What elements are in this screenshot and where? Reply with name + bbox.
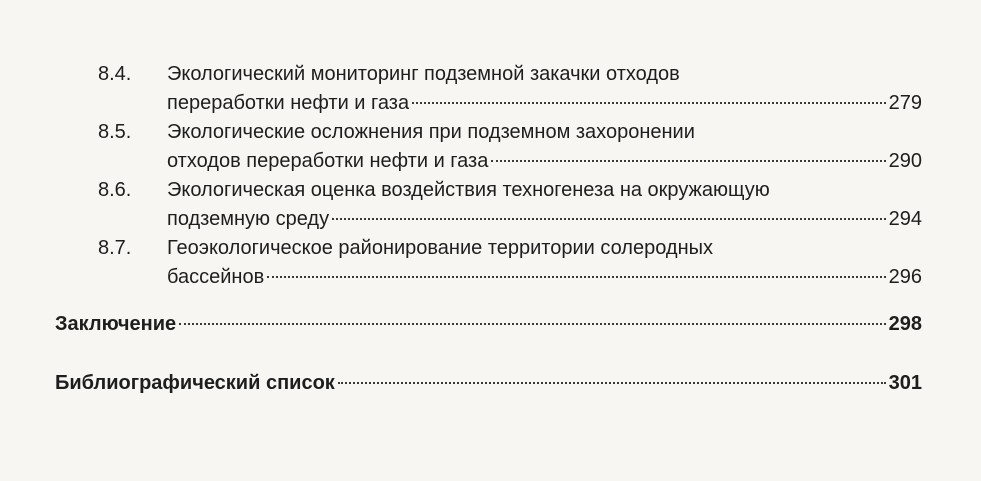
entry-title-line2-row (167, 263, 922, 292)
page-number: 279 (888, 92, 922, 114)
toc-entry-8-6 (98, 176, 922, 234)
page-number: 301 (888, 372, 922, 394)
entry-title-line2-row (167, 89, 922, 118)
dot-leader (267, 276, 885, 278)
entry-title-line1: Экологический мониторинг подземной закачки отходов (167, 63, 680, 85)
entry-title: Заключение (55, 313, 177, 335)
dot-leader (338, 382, 886, 384)
entry-number: 8.4. (98, 63, 132, 85)
entry-title-line2: бассейнов (167, 266, 265, 288)
dot-leader (491, 160, 885, 162)
toc-entry-8-7 (98, 234, 922, 292)
toc-entry-8-4 (98, 60, 922, 118)
dot-leader (412, 102, 886, 104)
entry-number: 8.5. (98, 121, 132, 143)
entry-title-line2: отходов переработки нефти и газа (167, 150, 489, 172)
entry-number: 8.7. (98, 237, 132, 259)
page-number: 298 (888, 313, 922, 335)
toc-entry-bibliography (55, 369, 922, 398)
dot-leader (179, 323, 885, 325)
page-number: 296 (888, 266, 922, 288)
entry-title: Библиографический список (55, 372, 335, 394)
entry-title-line1: Экологические осложнения при подземном захоронении (167, 121, 695, 143)
entry-title-line2: переработки нефти и газа (167, 92, 410, 114)
toc-entry-8-5 (98, 118, 922, 176)
toc-entry-conclusion (55, 310, 922, 339)
entry-title-line1: Экологическая оценка воздействия техногенеза на окружающую (167, 179, 770, 201)
dot-leader (332, 218, 886, 220)
page-number: 290 (888, 150, 922, 172)
entry-title-line2: подземную среду (167, 208, 330, 230)
entry-number: 8.6. (98, 179, 132, 201)
page-number: 294 (888, 208, 922, 230)
entry-title-line1: Геоэкологическое районирование территории солеродных (167, 237, 713, 259)
entry-title-line2-row (167, 205, 922, 234)
entry-title-line2-row (167, 147, 922, 176)
